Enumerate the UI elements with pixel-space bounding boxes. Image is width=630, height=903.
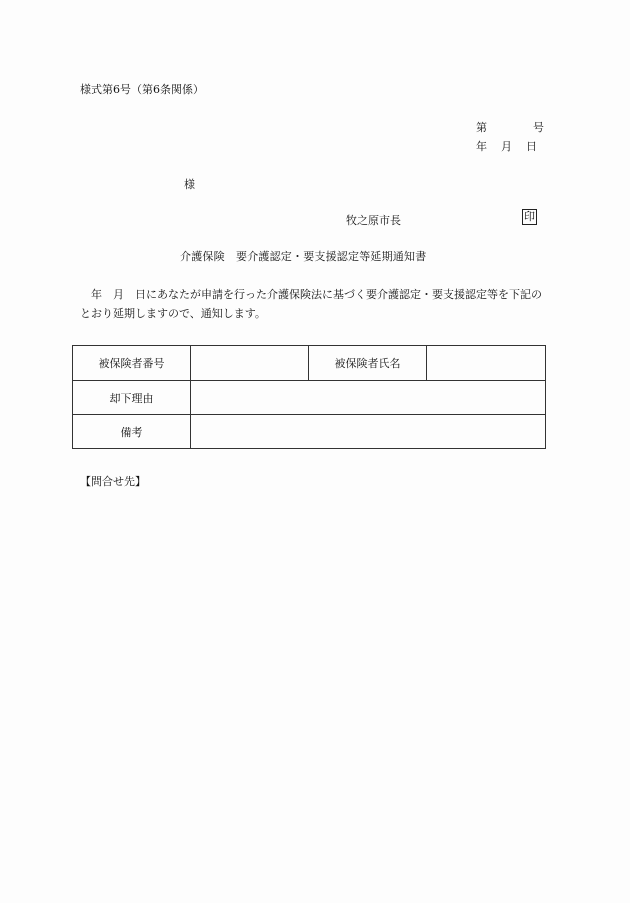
addressee-suffix: 様 (184, 178, 195, 191)
table-row (73, 381, 546, 415)
document-number (476, 119, 544, 135)
form-id: 様式第6号（第6条関係） (80, 83, 204, 96)
insured-name-value (427, 346, 546, 381)
table-row (73, 346, 546, 381)
date-year: 年 (476, 140, 487, 153)
remarks-label: 備考 (73, 415, 191, 449)
contact-label: 【問合せ先】 (80, 475, 146, 488)
info-table (72, 345, 546, 449)
rejection-reason-value (191, 381, 546, 415)
date-day: 日 (526, 140, 537, 153)
insured-number-value (191, 346, 309, 381)
rejection-reason-label: 却下理由 (73, 381, 191, 415)
issuer-name: 牧之原市長 (346, 214, 401, 227)
date-month: 月 (501, 140, 512, 153)
table-row (73, 415, 546, 449)
document-title: 介護保険 要介護認定・要支援認定等延期通知書 (180, 250, 427, 263)
insured-number-label: 被保険者番号 (73, 346, 191, 381)
remarks-value (191, 415, 546, 449)
seal-mark: 印 (524, 210, 535, 223)
number-suffix: 号 (533, 121, 544, 134)
body-text: 年 月 日にあなたが申請を行った介護保険法に基づく要介護認定・要支援認定等を下記のとおり延期しますので、通知します。 (80, 288, 542, 320)
document-date (476, 138, 537, 154)
insured-name-label: 被保険者氏名 (309, 346, 427, 381)
number-prefix: 第 (476, 121, 487, 134)
